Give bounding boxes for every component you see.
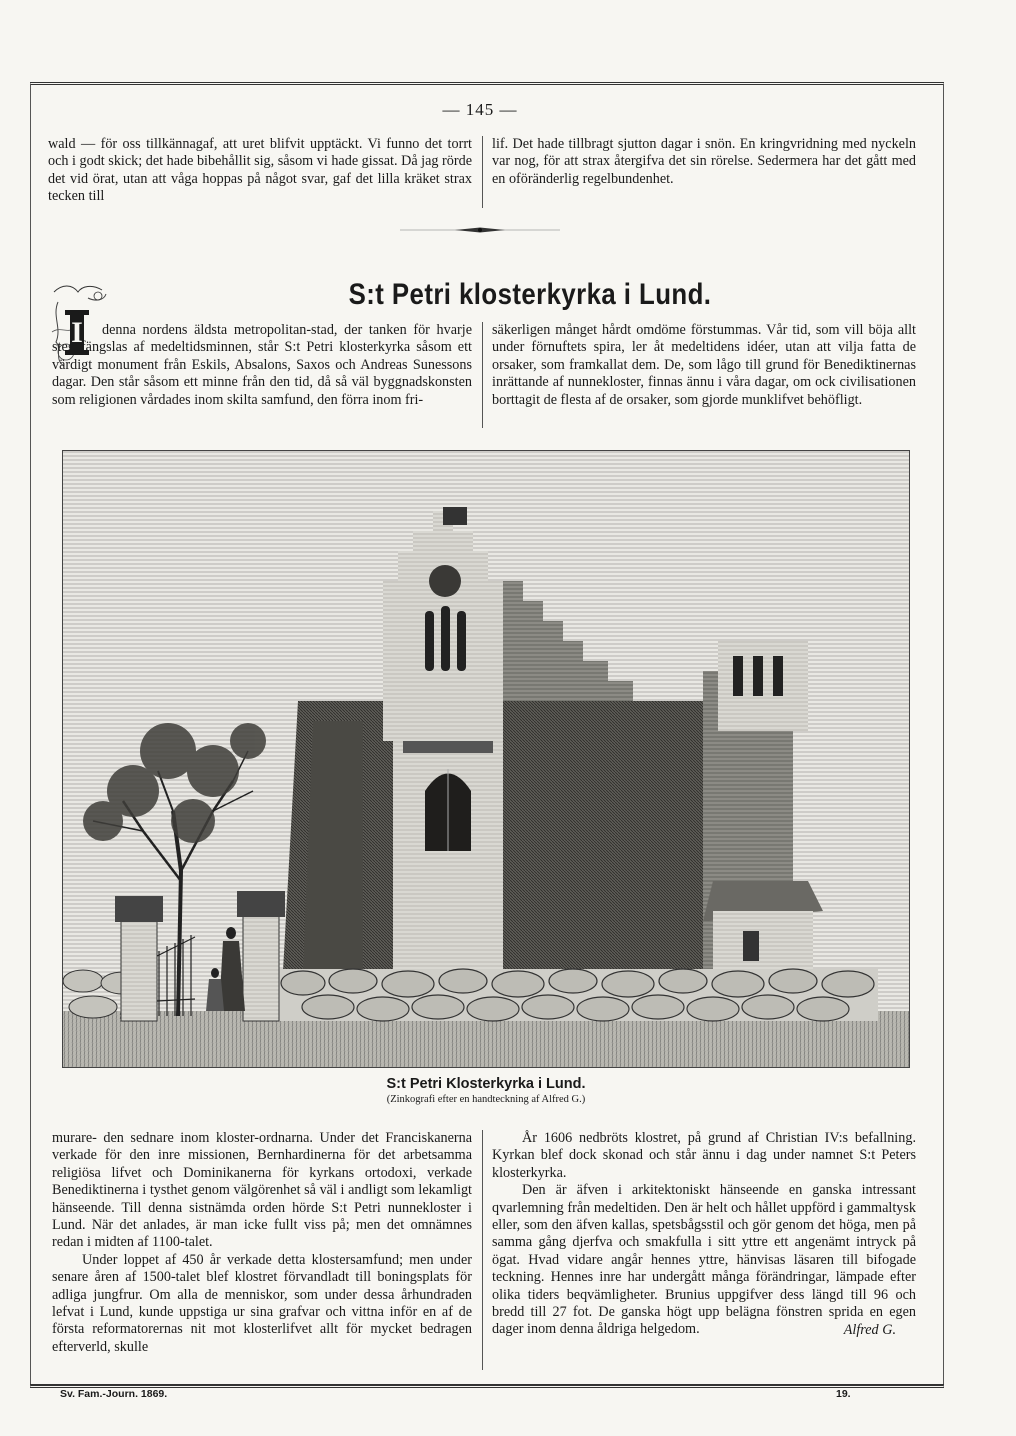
author-signature: Alfred G. [843, 1321, 896, 1338]
church-engraving [62, 450, 910, 1068]
top-left-column [48, 136, 472, 206]
body-right-column [492, 1130, 916, 1339]
caption-subtitle: (Zinkografi efter en handteckning af Alfred G.) [386, 1094, 586, 1105]
body-left-paragraph-1: murare- den sednare inom kloster-ordnarna. Under det Franciskanerna verkade för den inre missionen, Bernhardinerna för det arbetsamma religiösa lifvet och Dominikanerna för kyrkans ortodoxi, verkade Benediktinerna i tysthet genom välgörenhet så väl i andligt som lekamligt hänseende. Till denna sistnämda orden hörde S:t Petri nunnekloster i Lund. När det anlades, är man icke fullt viss på; men det omnämnes redan i midten af 1100-talet. [52, 1130, 472, 1251]
illustration-caption [62, 1076, 910, 1105]
top-right-column [492, 136, 916, 188]
top-left-text: wald — för oss tillkännagaf, att uret blifvit upptäckt. Vi funno det torrt och i godt skick; det hade bibehållit sig, såsom vi hade gissat. Då jag rörde det vid örat, utan att våga hoppas på något svar, gaf det lilla kräket strax tecken till [48, 136, 472, 205]
body-right-paragraph-1: År 1606 nedbröts klostret, på grund af Christian IV:s befallning. Kyrkan blef dock skonad och står ännu i dag under namnet S:t Peters klosterkyrka. [492, 1130, 916, 1181]
side-aisle [303, 721, 363, 971]
gable-window [425, 611, 434, 671]
porch-wall [713, 911, 813, 971]
body-left-paragraph-2: Under loppet af 450 år verkade detta klostersamfund; men under senare åren af 1500-talet blef klostret förvandladt till boningsplats för adliga jungfrur. Om alla de menniskor, som under dessa århundraden lefvat i Lund, kunde uppstiga ur sina grafvar och vittna inför en af de första reformatorernas nit mot klosterlifvet allt för mycket bedragen efterverld, skulle [52, 1251, 472, 1355]
stone-wall [278, 969, 878, 1021]
footer-journal: Sv. Fam.-Journ. 1869. [60, 1388, 168, 1400]
column-divider-body [482, 1130, 483, 1370]
intro-right-text: säkerligen månget hårdt omdöme förstummas. Vår tid, som vill böja allt under förnuftets spira, ler åt medeltidens idéer, utan att vilja fatta de orsaker, som framkallat dem. De, som lågo till grund för Benediktinernas inrättande af nunnekloster, finnas ännu i våra dagar, om ock civilisationen borttagit de flesta af de orsaker, som gjorde munklifvet behöfligt. [492, 322, 916, 408]
body-right-paragraph-2: Den är äfven i arkitektoniskt hänseende en ganska intressant qvarlemning från medeltiden. Den är helt och hållet uppförd i gammaltysk eller, som den äfven kallas, spetsbågsstil och gör genom det höga, men på samma gång djerfva och smakfulla i sitt yttre ett angenämt intryck på ögat. Hvad vidare angår hennes yttre, hänvisas läsaren till bifogade teckning. Hennes inre har undergått många förändringar, lämpade efter olika tiders beqvämligheter. Brunius uppgifver dess längd till 96 och bredd till 27 fot. De ganska högt upp belägna fönstren sprida en egen dager inom denna åldriga helgedom. [492, 1182, 916, 1338]
intro-left-text: denna nordens äldsta metropolitan-stad, der tanken för hvarje steg fängslas af medeltidsminnen, står S:t Petri klosterkyrka såsom ett värdigt monument från Eskils, Absalons, Saxos och Andreas Sunessons dagar. Den står såsom ett minne från den tid, då så väl byggnadskonsten som religionen vårdades inom skilta samfund, den förra inom fri- [52, 322, 472, 408]
footer-rule [30, 1384, 944, 1385]
intro-left-column [52, 322, 472, 409]
intro-right-column [492, 322, 916, 409]
body-left-column [52, 1130, 472, 1356]
gate-pier-left [121, 921, 157, 1021]
gate-pier-right [243, 916, 279, 1021]
gable-window [457, 611, 466, 671]
section-ornament [400, 226, 560, 234]
column-divider-top [482, 136, 483, 208]
article-title: S:t Petri klosterkyrka i Lund. [348, 278, 712, 311]
rose-window [429, 565, 461, 597]
footer-signature-mark: 19. [836, 1388, 851, 1400]
column-divider-intro [482, 322, 483, 428]
gate-pier-cap-left [115, 896, 163, 922]
gate-pier-cap-right [237, 891, 285, 917]
gable-window [441, 606, 450, 671]
top-right-text: lif. Det hade tillbragt sjutton dagar i snön. En kringvridning med nyckeln var nog, för att strax återgifva det sin rörelse. Sedermera har det gått med en oföränderlig regelbundenhet. [492, 136, 916, 187]
page-number: — 145 — [442, 100, 518, 119]
initial-letter: I [71, 316, 83, 349]
caption-title: S:t Petri Klosterkyrka i Lund. [386, 1076, 586, 1092]
church-illustration [63, 451, 910, 1068]
